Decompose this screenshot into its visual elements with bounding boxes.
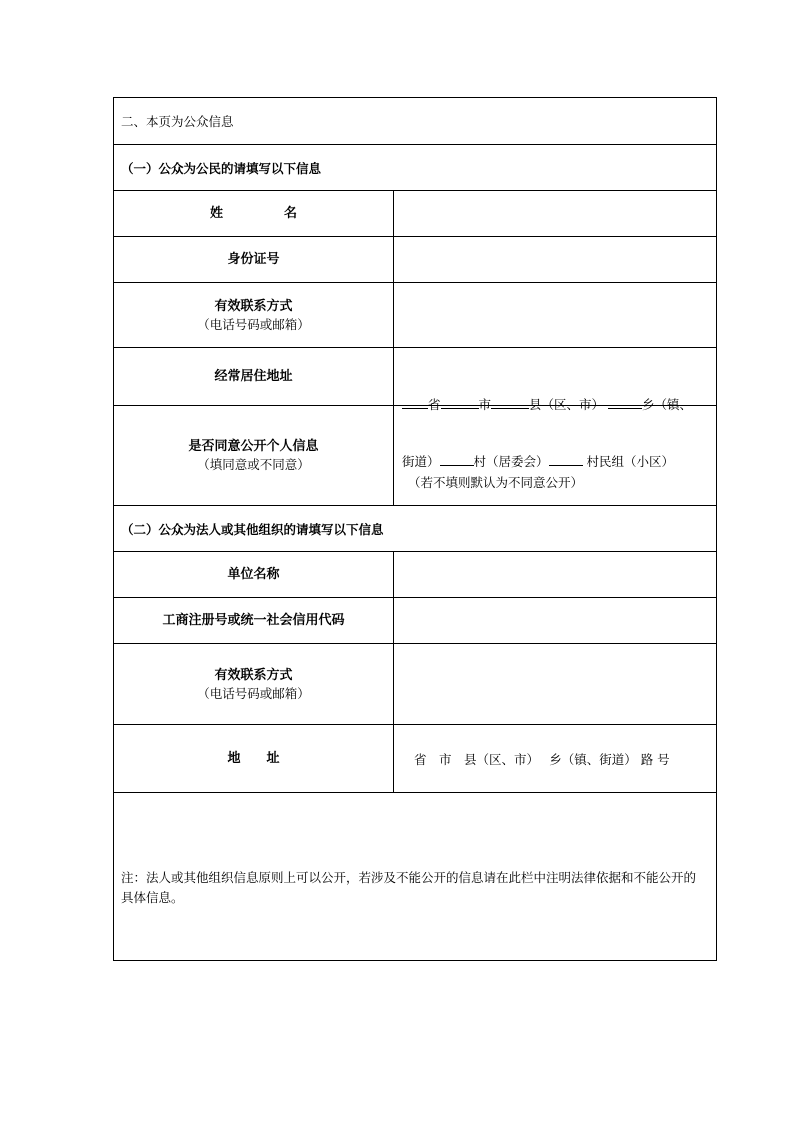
contact-field[interactable] bbox=[394, 283, 716, 347]
consent-sublabel: （填同意或不同意） bbox=[197, 457, 310, 472]
contact-label: 有效联系方式 bbox=[214, 298, 293, 314]
group-text: 村民组（小区） bbox=[586, 454, 675, 469]
id-number-field[interactable] bbox=[394, 237, 716, 282]
org-contact-label: 有效联系方式 bbox=[214, 667, 293, 683]
town-text: 乡（镇、 bbox=[642, 397, 693, 412]
registration-field[interactable] bbox=[394, 598, 716, 643]
citizen-consent-row bbox=[114, 405, 716, 505]
org-address-text: 省 市 县（区、市） 乡（镇、街道） 路 号 bbox=[414, 752, 670, 767]
unit-name-field[interactable] bbox=[394, 552, 716, 597]
section-title-row bbox=[114, 98, 716, 144]
name-label: 姓 名 bbox=[209, 205, 321, 221]
org-registration-row bbox=[114, 597, 716, 643]
org-contact-sublabel: （电话号码或邮箱） bbox=[197, 685, 310, 701]
org-address-field[interactable] bbox=[394, 725, 716, 792]
address-label: 经常居住地址 bbox=[214, 368, 293, 384]
consent-hint: （若不填则默认为不同意公开） bbox=[408, 475, 584, 490]
name-field[interactable] bbox=[394, 191, 716, 236]
public-info-form bbox=[113, 97, 717, 961]
street-text: 街道） bbox=[402, 454, 440, 469]
id-label: 身份证号 bbox=[227, 251, 280, 267]
org-contact-row bbox=[114, 643, 716, 724]
org-address-label: 地 址 bbox=[227, 750, 280, 766]
org-heading-row bbox=[114, 505, 716, 551]
citizen-heading-row bbox=[114, 144, 716, 190]
contact-sublabel: （电话号码或邮箱） bbox=[197, 316, 310, 332]
address-field[interactable] bbox=[394, 348, 716, 469]
org-heading: （二）公众为法人或其他组织的请填写以下信息 bbox=[121, 521, 384, 537]
citizen-heading: （一）公众为公民的请填写以下信息 bbox=[121, 160, 322, 176]
citizen-id-row bbox=[114, 236, 716, 282]
org-unit-row bbox=[114, 551, 716, 597]
org-contact-field[interactable] bbox=[394, 644, 716, 724]
note-text: 注：法人或其他组织信息原则上可以公开，若涉及不能公开的信息请在此栏中注明法律依据和不能公开的具体信息。 bbox=[121, 870, 697, 905]
registration-label: 工商注册号或统一社会信用代码 bbox=[162, 612, 345, 628]
consent-field[interactable] bbox=[394, 406, 716, 505]
city-text: 市 bbox=[478, 397, 492, 412]
province-text: 省 bbox=[428, 397, 441, 412]
unit-name-label: 单位名称 bbox=[227, 566, 280, 582]
note-row[interactable] bbox=[114, 792, 716, 960]
citizen-contact-row bbox=[114, 282, 716, 347]
citizen-name-row bbox=[114, 190, 716, 236]
consent-label: 是否同意公开个人信息 bbox=[188, 439, 319, 454]
village-text: 村（居委会） bbox=[473, 454, 549, 469]
county-text: 县（区、市） bbox=[529, 397, 605, 412]
section-title: 二、本页为公众信息 bbox=[121, 114, 234, 129]
org-address-row bbox=[114, 724, 716, 792]
